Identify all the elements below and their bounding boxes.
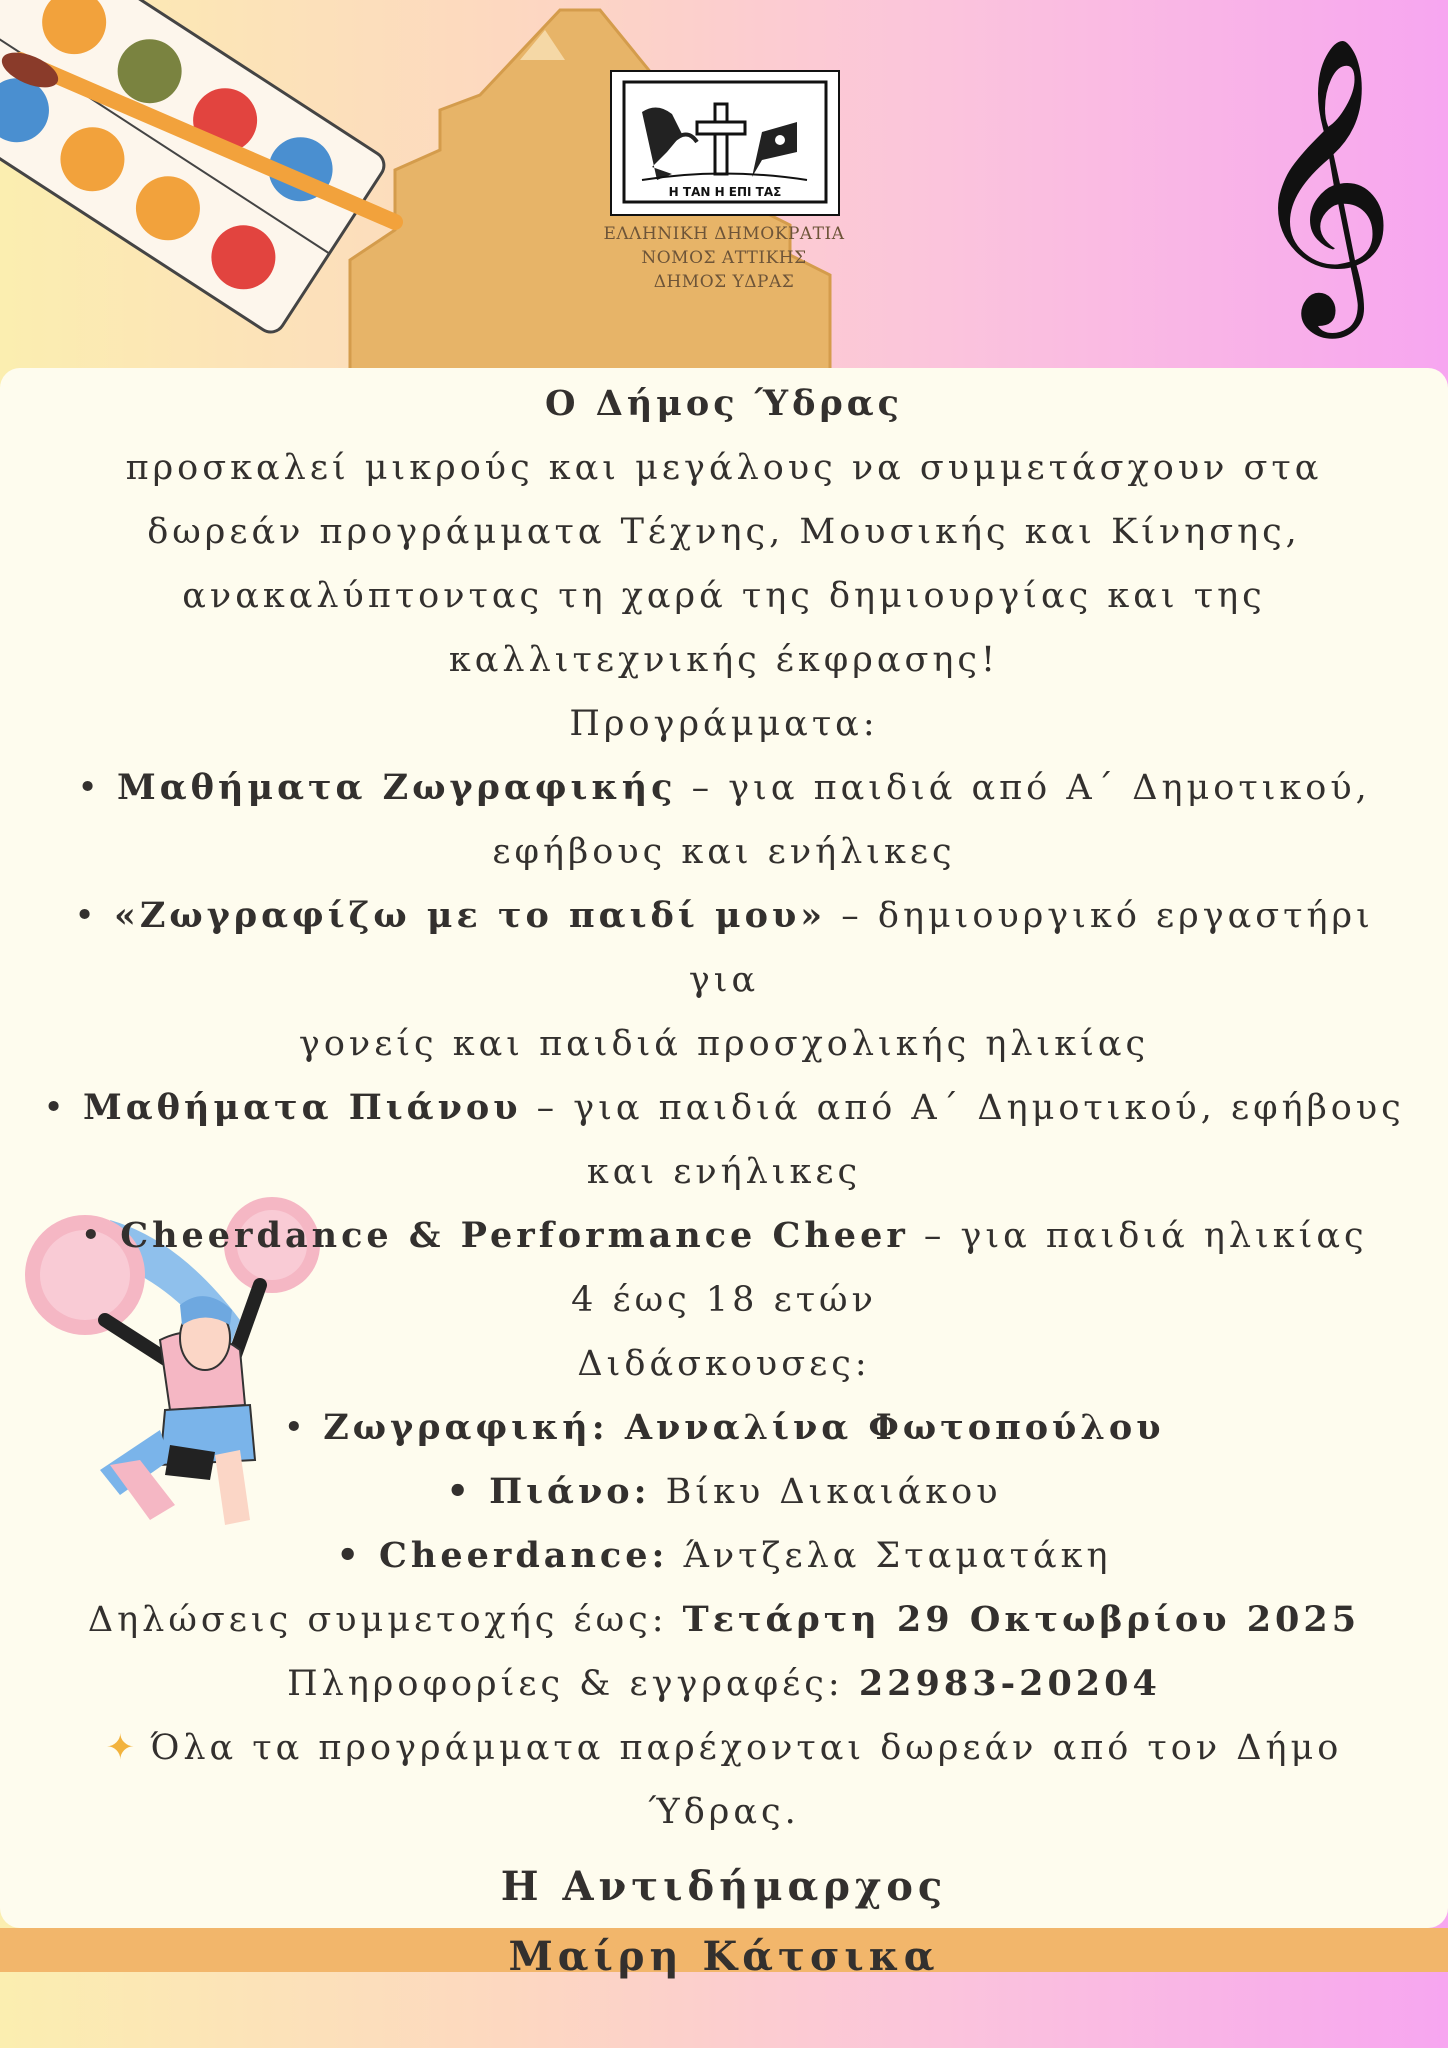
header-line-prefecture: ΝΟΜΟΣ ΑΤΤΙΚΗΣ — [641, 248, 807, 268]
deadline-date: Τετάρτη 29 Οκτωβρίου 2025 — [682, 1599, 1361, 1640]
program-item — [40, 756, 1408, 820]
emblem-caption: Η ΤΑΝ Η ΕΠΙ ΤΑΣ — [668, 185, 782, 199]
bullet: • — [80, 1216, 121, 1256]
program-item — [40, 1076, 1408, 1140]
teachers-heading: Διδάσκουσες: — [577, 1344, 871, 1384]
program-name: «Ζωγραφίζω με το παιδί μου» — [113, 895, 827, 936]
paint-palette-icon — [0, 0, 420, 370]
bullet: • — [74, 896, 114, 936]
program-desc: – για παιδιά από Α΄ Δημοτικού, — [676, 768, 1371, 808]
signature-name: Μαίρη Κάτσικα — [508, 1933, 940, 1980]
program-item-cont: γονείς και παιδιά προσχολικής ηλικίας — [298, 1024, 1150, 1064]
program-item-cont: και ενήλικες — [586, 1152, 862, 1192]
program-desc: – για παιδιά ηλικίας — [908, 1216, 1368, 1256]
program-item — [40, 1204, 1408, 1268]
announcement-body — [40, 372, 1408, 1992]
program-desc: – δημιουργικό εργαστήρι για — [688, 896, 1374, 1000]
intro-line: προσκαλεί μικρούς και μεγάλους να συμμετάσχουν στα — [125, 448, 1323, 488]
program-name: Μαθήματα Ζωγραφικής — [116, 767, 677, 808]
teacher-name: Άντζελα Σταματάκη — [668, 1536, 1112, 1576]
teacher-label: Cheerdance: — [379, 1535, 669, 1576]
bullet: • — [446, 1471, 490, 1512]
intro-title: Ο Δήμος Ύδρας — [545, 383, 903, 424]
free-note-cont: Ύδρας. — [648, 1792, 800, 1832]
program-item — [40, 884, 1408, 1012]
bullet: • — [43, 1088, 83, 1128]
info-label: Πληροφορίες & εγγραφές: — [287, 1664, 859, 1704]
intro-line: καλλιτεχνικής έκφρασης! — [448, 640, 1000, 680]
header-line-municipality: ΔΗΜΟΣ ΥΔΡΑΣ — [653, 272, 795, 292]
program-desc: – για παιδιά από Α΄ Δημοτικού, εφήβους — [521, 1088, 1405, 1128]
header-line-country: ΕΛΛΗΝΙΚΗ ΔΗΜΟΚΡΑΤΙΑ — [603, 224, 845, 244]
teacher-name: Ανναλίνα Φωτοπούλου — [608, 1407, 1165, 1448]
registration-deadline — [40, 1588, 1408, 1652]
teacher-label: Πιάνο: — [489, 1471, 651, 1512]
treble-clef-icon: 𝄞 — [1248, 34, 1396, 325]
sparkles-icon: ✦ — [105, 1728, 135, 1768]
teacher-item — [40, 1524, 1408, 1588]
free-note — [40, 1716, 1408, 1780]
teacher-name: Βίκυ Δικαιάκου — [650, 1472, 1002, 1512]
bullet: • — [336, 1535, 380, 1576]
teacher-item — [40, 1396, 1408, 1460]
signature-role: Η Αντιδήμαρχος — [500, 1863, 948, 1910]
bullet: • — [77, 768, 117, 808]
teacher-item — [40, 1460, 1408, 1524]
programs-heading: Προγράμματα: — [569, 704, 879, 744]
intro-line: ανακαλύπτοντας τη χαρά της δημιουργίας και της — [182, 576, 1266, 616]
free-note-text: Όλα τα προγράμματα παρέχονται δωρεάν από τον Δήμο — [135, 1728, 1343, 1768]
program-item-cont: εφήβους και ενήλικες — [492, 832, 956, 872]
program-name: Μαθήματα Πιάνου — [83, 1087, 522, 1128]
header-issuer — [520, 222, 928, 294]
deadline-label: Δηλώσεις συμμετοχής έως: — [87, 1600, 683, 1640]
registration-info — [40, 1652, 1408, 1716]
teacher-label: Ζωγραφική: — [323, 1407, 609, 1448]
bullet: • — [283, 1408, 324, 1448]
intro-line: δωρεάν προγράμματα Τέχνης, Μουσικής και Κίνησης, — [147, 512, 1301, 552]
info-phone: 22983-20204 — [858, 1663, 1161, 1704]
municipal-emblem — [610, 70, 840, 216]
program-item-cont: 4 έως 18 ετών — [571, 1280, 877, 1320]
program-name: Cheerdance & Performance Cheer — [120, 1215, 909, 1256]
